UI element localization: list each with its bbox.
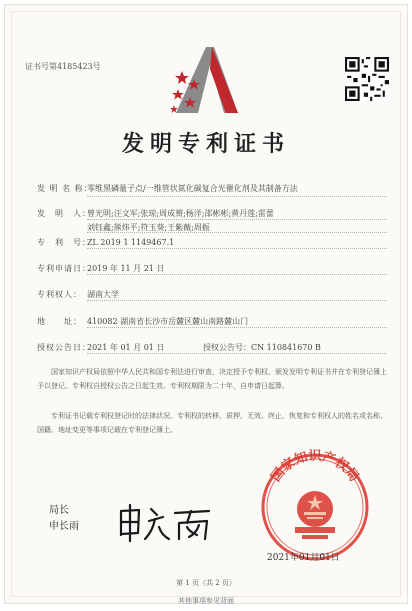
grant-date-row [37,342,321,353]
seal-date: 2021年01月01日 [267,553,340,563]
seal-text: 国家知识产权局 [268,449,362,485]
divider [87,300,387,301]
patent-number: ZL 2019 1 1149467.1 [87,238,175,247]
invention-name: 零维黑磷量子点/一维管状氮化碳复合光催化剂及其制备方法 [87,184,298,193]
divider [87,219,387,220]
inventors: 曾光明;汪文军;张琼;周成赟;杨洋;邵彬彬;黄丹莲;雷蕾 [87,209,274,218]
field-label: 发 明 名 称： [37,184,93,193]
patent-number-row [37,237,174,248]
director-title: 局长 [49,505,69,516]
divider [87,196,387,197]
divider [87,248,387,249]
certificate-title: 发明专利证书 [121,131,290,157]
footer-note: 其他事项参见背面 [178,597,234,605]
svg-text:国家知识产权局 [268,449,362,485]
divider [87,232,387,233]
field-label: 地 址： [37,317,82,326]
divider [87,353,387,354]
qr-code-icon [345,57,389,101]
handwritten-signature [115,501,215,543]
grant-publication-number: CN 110841670 B [251,343,321,352]
grant-date: 2021 年 01 月 01 日 [87,343,165,352]
inventors-row [37,208,274,219]
application-date: 2019 年 11 月 21 日 [87,264,165,273]
cnipa-logo-icon [168,43,254,119]
divider [87,327,387,328]
address-row [37,316,248,327]
field-label: 专利权人： [37,290,82,299]
page-number: 第 1 页（共 2 页） [176,579,236,587]
field-label: 发 明 人： [37,209,91,218]
divider [87,274,387,275]
certificate-page [4,4,408,604]
inventors-continued: 刘钰鑫;熊炜平;符玉葵;王紫薇;周振 [87,223,210,232]
patentee: 湖南大学 [87,290,119,299]
address: 410082 湖南省长沙市岳麓区麓山南路麓山门 [87,317,249,326]
patentee-row [37,289,119,300]
field-label: 专利申请日： [37,264,91,273]
grant-statement: 国家知识产权局依照中华人民共和国专利法进行审查，决定授予专利权，颁发发明专利证书并在专利登记簿上予以登记。专利权自授权公告之日起生效。专利权期限为二十年，自申请日起算。 [37,368,387,390]
director-name: 申长雨 [49,521,79,532]
field-label: 授权公告日： [37,343,91,352]
application-date-row [37,263,164,274]
field-label: 专 利 号： [37,238,91,247]
certificate-number: 证书号第4185423号 [25,62,101,71]
field-label: 授权公告号： [203,343,251,352]
legal-status-statement: 专利证书记载专利权登记时的法律状况。专利权的转移、质押、无效、终止、恢复和专利权人的姓名或名称、国籍、地址变更等事项记载在专利登记簿上。 [37,412,387,434]
invention-name-row [37,183,298,194]
